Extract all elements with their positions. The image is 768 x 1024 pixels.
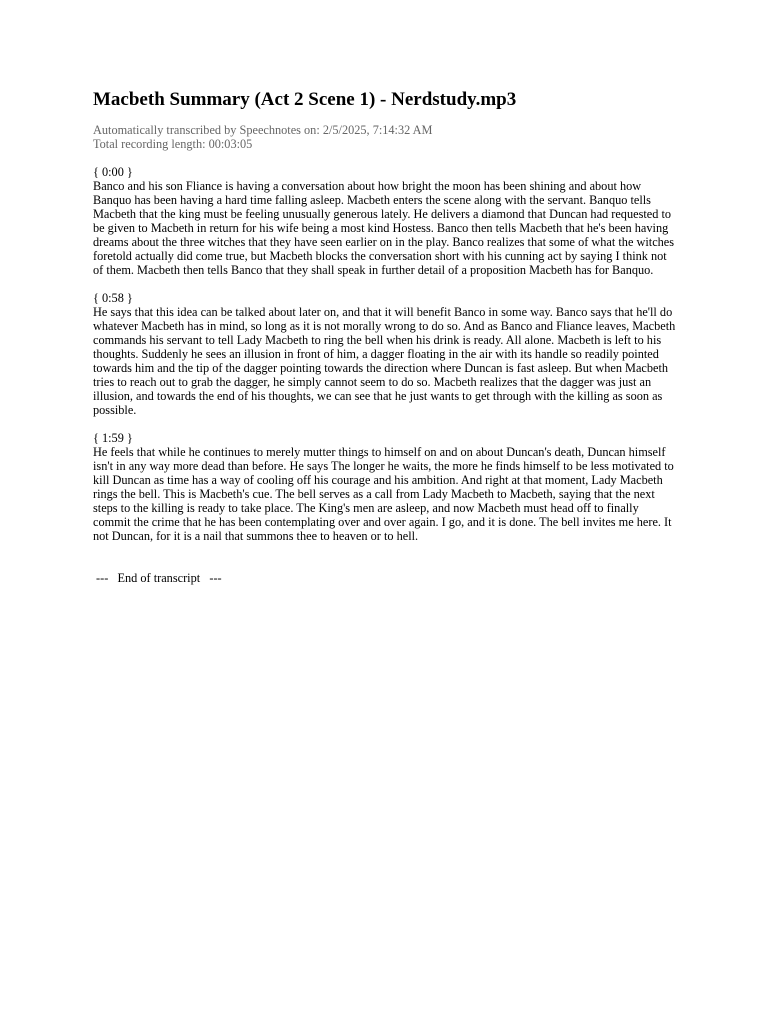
transcript-meta xyxy=(93,123,677,151)
transcript-page xyxy=(93,88,677,585)
segment-text: He says that this idea can be talked about later on, and that it will benefit Banco in some way. Banco says that he'll do whatever Macbeth has in mind, so long as it is not morally wrong to do so. And as Banco and Fliance leaves, Macbeth commands his servant to tell Lady Macbeth to ring the bell when his drink is ready. All alone. Macbeth is left to his thoughts. Suddenly he sees an illusion in front of him, a dagger floating in the air with its handle so readily pointed towards him and the tip of the dagger pointing towards the direction where Duncan is fast asleep. But when Macbeth tries to reach out to grab the dagger, he simply cannot seem to do so. Macbeth realizes that the dagger was just an illusion, and towards the end of his thoughts, we can see that he just wants to get through with the killing as soon as possible. xyxy=(93,305,676,417)
segment-text: Banco and his son Fliance is having a conversation about how bright the moon has been shining and about how Banquo has been having a hard time falling asleep. Macbeth enters the scene along with the servant. Banquo tells Macbeth that the king must be feeling unusually generous lately. He delivers a diamond that Duncan had requested to be given to Macbeth in return for his wife being a most kind Hostess. Banco then tells Macbeth that he's been having dreams about the three witches that they have seen earlier on in the play. Banco realizes that some of what the witches foretold actually did come true, but Macbeth blocks the conversation short with his cunning act by saying I think not of them. Macbeth then tells Banco that they shall speak in further detail of a proposition Macbeth has for Banquo. xyxy=(93,179,675,277)
recording-length: Total recording length: 00:03:05 xyxy=(93,137,253,151)
segment-text: He feels that while he continues to merely mutter things to himself on and on about Duncan's death, Duncan himself isn't in any way more dead than before. He says The longer he waits, the more he finds himself to be less motivated to kill Duncan as time has a way of cooling off his courage and his ambition. And right at that moment, Lady Macbeth rings the bell. This is Macbeth's cue. The bell serves as a call from Lady Macbeth to Macbeth, saying that the next steps to the killing is ready to take place. The King's men are asleep, and now Macbeth must head off to finally commit the crime that he has been contemplating over and over again. I go, and it is done. The bell invites me here. It not Duncan, for it is a nail that summons thee to heaven or to hell. xyxy=(93,445,674,543)
transcription-info: Automatically transcribed by Speechnotes on: 2/5/2025, 7:14:32 AM xyxy=(93,123,433,137)
transcript-segment xyxy=(93,431,677,543)
transcript-segment xyxy=(93,291,677,417)
transcript-segment xyxy=(93,165,677,277)
document-title: Macbeth Summary (Act 2 Scene 1) - Nerdstudy.mp3 xyxy=(93,89,517,110)
segment-timestamp: { 0:00 } xyxy=(93,165,133,179)
segment-timestamp: { 0:58 } xyxy=(93,291,133,305)
segment-timestamp: { 1:59 } xyxy=(93,431,133,445)
end-of-transcript: --- End of transcript --- xyxy=(96,571,222,585)
